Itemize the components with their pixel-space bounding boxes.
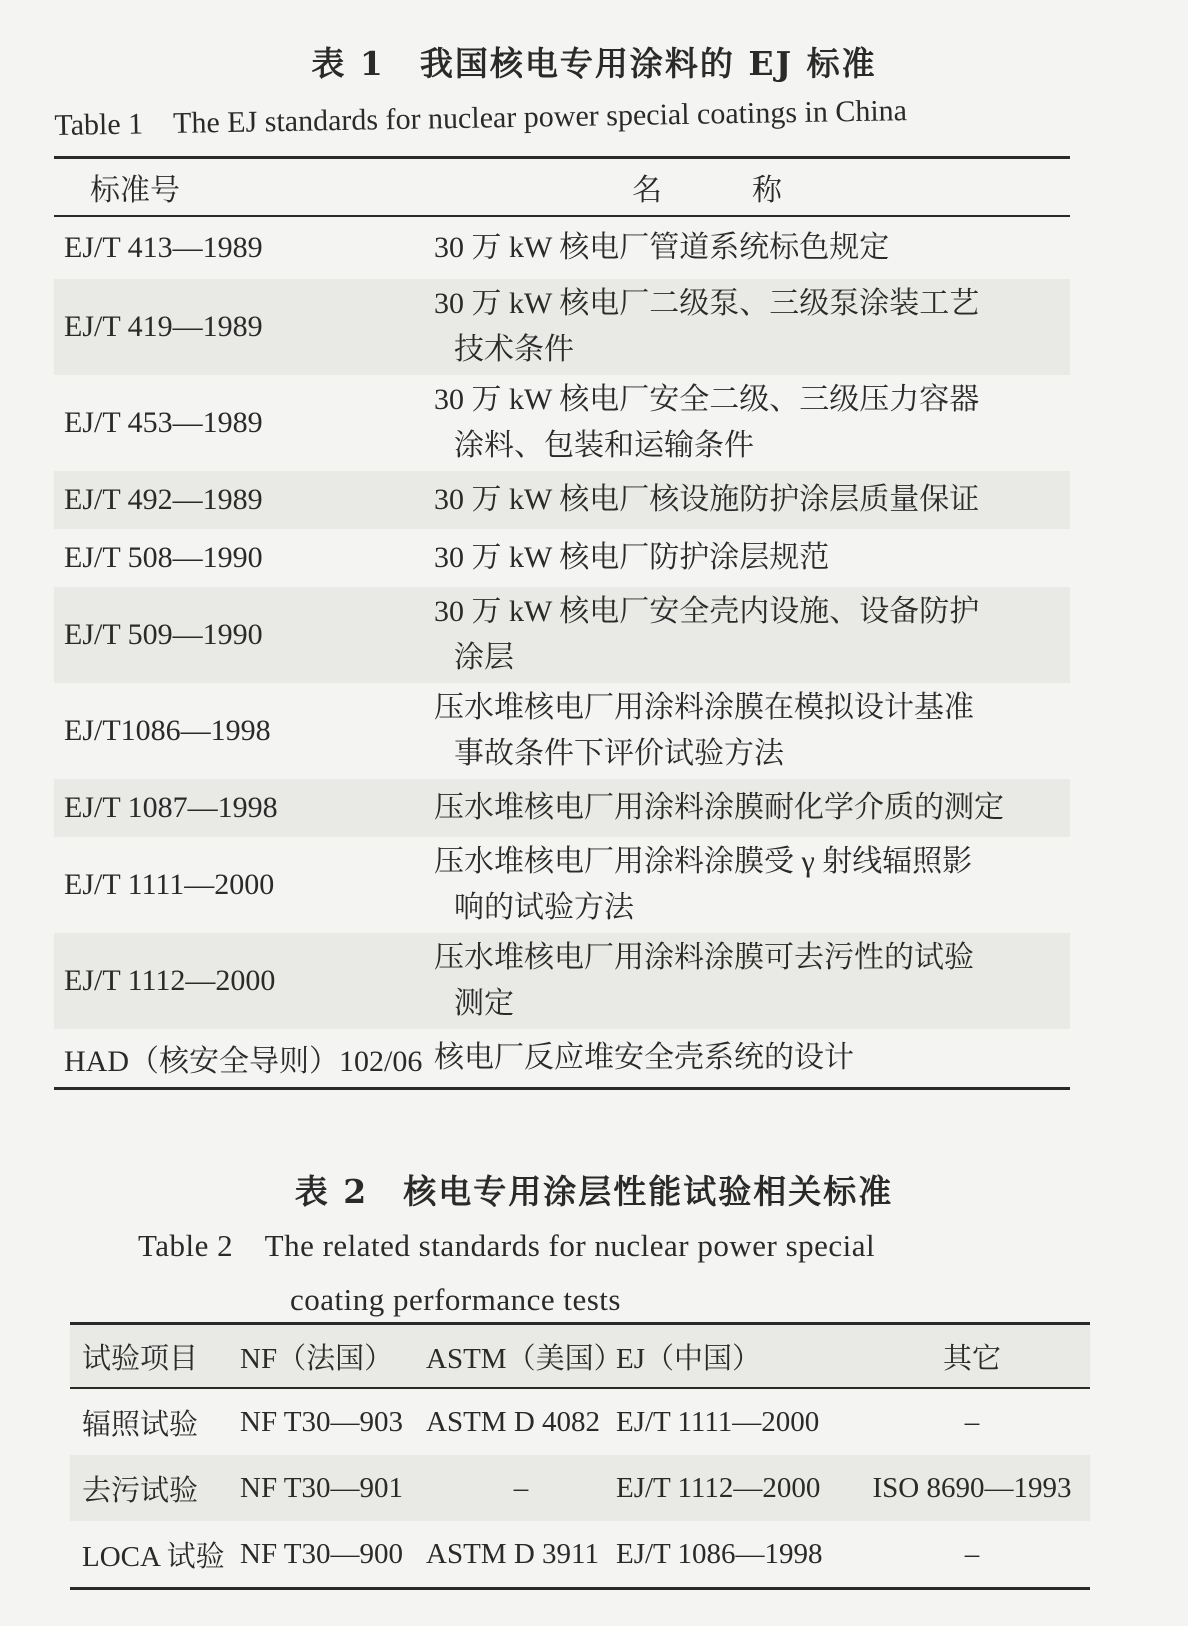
standard-name-line: 30 万 kW 核电厂二级泵、三级泵涂装工艺 xyxy=(434,287,980,320)
table1-header-standard-no: 标准号 xyxy=(90,173,180,208)
table-row xyxy=(54,683,1070,779)
table1-title-en: Table 1 The EJ standards for nuclear power special coatings in China xyxy=(54,94,908,142)
standard-name-cell xyxy=(434,781,1070,835)
other-cell: ISO 8690—1993 xyxy=(872,1471,1072,1504)
test-item-cell: 辐照试验 xyxy=(82,1408,199,1441)
standard-name-cell xyxy=(434,473,1070,527)
standard-name-line: 响的试验方法 xyxy=(454,891,634,924)
nf-cell: NF T30—900 xyxy=(240,1537,404,1570)
table2-header-astm: ASTM（美国） xyxy=(426,1342,623,1375)
standard-no-cell: HAD（核安全导则）102/06 xyxy=(64,1045,423,1078)
nf-cell: NF T30—901 xyxy=(240,1471,404,1504)
table-row xyxy=(70,1455,1090,1521)
standard-name-line: 30 万 kW 核电厂核设施防护涂层质量保证 xyxy=(434,483,980,516)
standard-name-cell xyxy=(434,835,1070,935)
test-item-cell: 去污试验 xyxy=(82,1474,199,1507)
standard-name-line: 压水堆核电厂用涂料涂膜受 γ 射线辐照影 xyxy=(434,845,973,878)
standard-no-cell: EJ/T 1087—1998 xyxy=(64,791,278,824)
table-row xyxy=(54,779,1070,837)
table2 xyxy=(70,1322,1090,1590)
standard-no-cell: EJ/T 1111—2000 xyxy=(64,868,275,901)
table-row xyxy=(54,837,1070,933)
table-row xyxy=(54,375,1070,471)
table1-header-row xyxy=(54,159,1070,217)
table2-title-en-line1: Table 2 The related standards for nuclear power special xyxy=(138,1228,876,1263)
standard-no-cell: EJ/T 508—1990 xyxy=(64,541,263,574)
astm-value: – xyxy=(513,1471,529,1504)
other-cell: – xyxy=(964,1537,980,1570)
standard-name-cell xyxy=(434,931,1070,1031)
standard-name-cell xyxy=(434,531,1070,585)
table2-header-test-item: 试验项目 xyxy=(82,1342,199,1375)
standard-name-cell xyxy=(434,221,1070,275)
table1-header-name: 名 称 xyxy=(632,173,812,208)
standard-name-cell xyxy=(434,373,1070,473)
standard-name-line: 压水堆核电厂用涂料涂膜耐化学介质的测定 xyxy=(434,791,1004,824)
ej-cell: EJ/T 1112—2000 xyxy=(616,1471,821,1504)
table-row xyxy=(70,1521,1090,1587)
standard-name-line: 事故条件下评价试验方法 xyxy=(454,737,784,770)
standard-name-line: 核电厂反应堆安全壳系统的设计 xyxy=(434,1041,854,1074)
standard-name-line: 涂料、包装和运输条件 xyxy=(454,429,754,462)
ej-cell: EJ/T 1111—2000 xyxy=(616,1405,820,1438)
table-row xyxy=(54,217,1070,279)
standard-no-cell: EJ/T 492—1989 xyxy=(64,483,263,516)
table-row xyxy=(54,933,1070,1029)
standard-name-line: 30 万 kW 核电厂防护涂层规范 xyxy=(434,541,830,574)
table2-header-other: 其它 xyxy=(942,1342,1001,1375)
standard-name-line: 技术条件 xyxy=(454,333,574,366)
standard-name-line: 30 万 kW 核电厂安全壳内设施、设备防护 xyxy=(434,595,980,628)
table-row xyxy=(54,471,1070,529)
table2-header-nf: NF（法国） xyxy=(240,1342,394,1375)
standard-no-cell: EJ/T 453—1989 xyxy=(64,406,263,439)
standard-no-cell: EJ/T1086—1998 xyxy=(64,714,271,747)
nf-cell: NF T30—903 xyxy=(240,1405,404,1438)
ej-cell: EJ/T 1086—1998 xyxy=(616,1537,823,1570)
standard-name-cell xyxy=(434,1031,1070,1085)
standard-no-cell: EJ/T 509—1990 xyxy=(64,618,263,651)
standard-name-cell xyxy=(434,277,1070,377)
standard-no-cell: EJ/T 1112—2000 xyxy=(64,964,276,997)
standard-name-cell xyxy=(434,681,1070,781)
table1 xyxy=(54,156,1070,1090)
astm-cell: ASTM D 4082 xyxy=(426,1405,601,1438)
standard-name-cell xyxy=(434,585,1070,685)
standard-name-line: 测定 xyxy=(454,987,514,1020)
table1-title-cn: 表 1 我国核电专用涂料的 EJ 标准 xyxy=(311,44,877,83)
standard-no-cell: EJ/T 413—1989 xyxy=(64,231,263,264)
table2-title-cn: 表 2 核电专用涂层性能试验相关标准 xyxy=(294,1172,894,1211)
table-row xyxy=(54,1029,1070,1087)
standard-no-cell: EJ/T 419—1989 xyxy=(64,310,263,343)
table-row xyxy=(70,1389,1090,1455)
table-row xyxy=(54,529,1070,587)
astm-cell: ASTM D 3911 xyxy=(426,1537,599,1570)
standard-name-line: 30 万 kW 核电厂安全二级、三级压力容器 xyxy=(434,383,980,416)
test-item-cell: LOCA 试验 xyxy=(82,1540,225,1573)
astm-cell xyxy=(426,1472,616,1505)
standard-name-line: 涂层 xyxy=(454,641,514,674)
table2-header-row xyxy=(70,1325,1090,1389)
other-cell: – xyxy=(964,1405,980,1438)
table-row xyxy=(54,279,1070,375)
table-row xyxy=(54,587,1070,683)
table2-header-ej: EJ（中国） xyxy=(616,1342,762,1375)
standard-name-line: 压水堆核电厂用涂料涂膜可去污性的试验 xyxy=(434,941,974,974)
standard-name-line: 压水堆核电厂用涂料涂膜在模拟设计基准 xyxy=(434,691,974,724)
table2-title-en-line2: coating performance tests xyxy=(290,1282,621,1317)
standard-name-line: 30 万 kW 核电厂管道系统标色规定 xyxy=(434,231,890,264)
